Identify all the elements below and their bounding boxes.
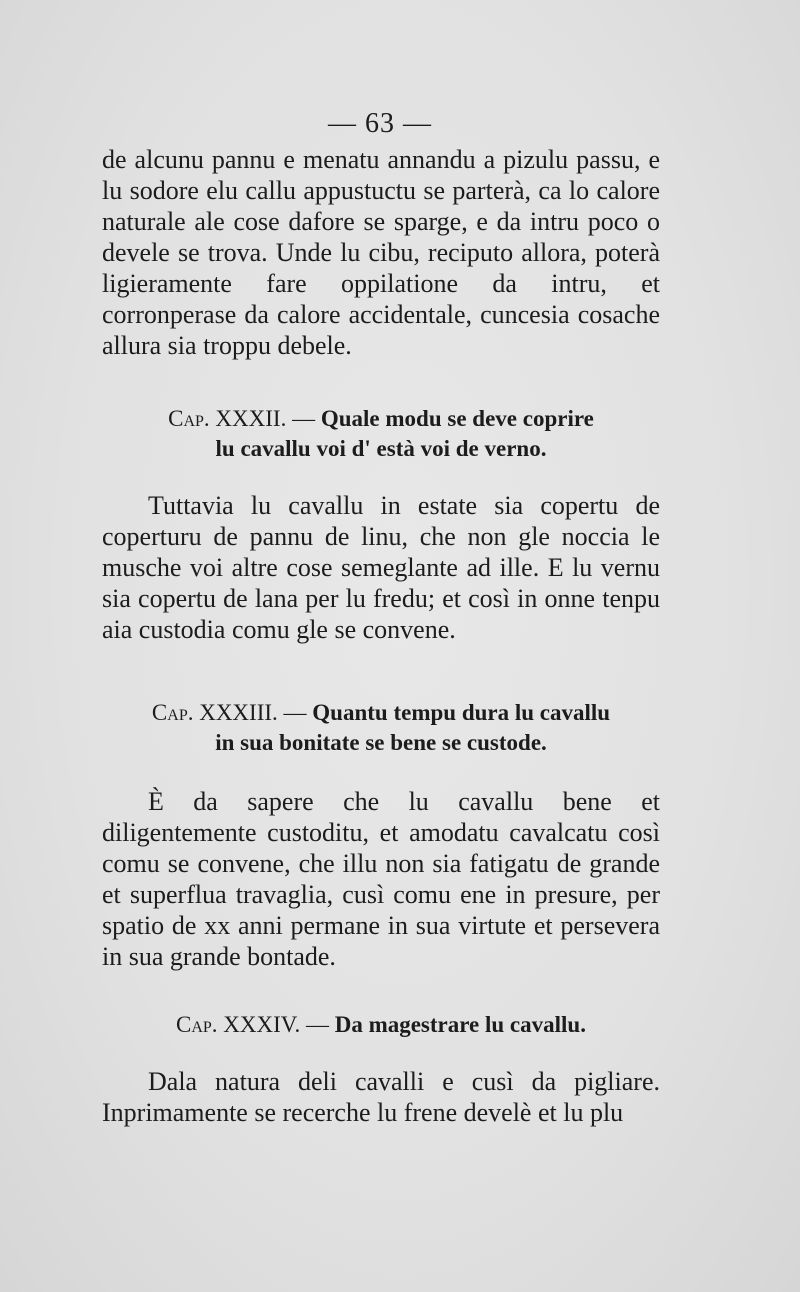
chapter-number: Cap. XXXIII. — xyxy=(151,700,307,725)
paragraph-text: Dala natura deli cavalli e cusì da pigliare. Inprimamente se recerche lu frene develè et lu plu xyxy=(102,1067,660,1127)
chapter-number: Cap. XXXIV. — xyxy=(176,1012,329,1037)
paragraph-chapter-33 xyxy=(102,786,660,972)
chapter-heading-34 xyxy=(102,1010,660,1040)
paragraph-continuation xyxy=(102,144,660,361)
chapter-heading-33 xyxy=(102,698,660,758)
paragraph-text: È da sapere che lu cavallu bene et diligentemente custoditu, et amodatu cavalcatu così comu se convene, che illu non sia fatigatu de grande et superflua travaglia, cusì comu ene in presure, per spatio de xx anni permane in sua virtute et persevera in sua grande bontade. xyxy=(102,787,660,971)
chapter-title-line-1: Quale modu se deve coprire xyxy=(320,406,594,431)
chapter-title-line-2: lu cavallu voi d' està voi de verno. xyxy=(215,436,547,461)
chapter-title-line-2: in sua bonitate se bene se custode. xyxy=(215,730,547,755)
paragraph-text: Tuttavia lu cavallu in estate sia copertu de coperturu de pannu de linu, che non gle noccia le musche voi altre cose semeglante ad ille. E lu vernu sia copertu de lana per lu fredu; et così in onne tenpu aia custodia comu gle se convene. xyxy=(102,491,660,644)
page-number: — 63 — xyxy=(328,108,432,139)
chapter-heading-32 xyxy=(102,404,660,464)
paragraph-text: de alcunu pannu e menatu annandu a pizulu passu, e lu sodore elu callu appustuctu se parterà, ca lo calore naturale ale cose dafore se sparge, e da intru poco o devele se trova. Unde lu cibu, reciputo allora, poterà ligieramente fare oppilatione da intru, et corronperase da calore accidentale, cuncesia cosache allura sia troppu debele. xyxy=(102,145,660,360)
chapter-heading-line xyxy=(102,1010,660,1040)
chapter-title-line-1: Quantu tempu dura lu cavallu xyxy=(312,700,611,725)
paragraph-chapter-32 xyxy=(102,490,660,645)
chapter-title: Da magestrare lu cavallu. xyxy=(334,1012,586,1037)
paragraph-chapter-34 xyxy=(102,1066,660,1128)
chapter-heading-line xyxy=(102,404,660,434)
chapter-heading-line xyxy=(102,698,660,728)
chapter-number: Cap. XXXII. — xyxy=(168,406,316,431)
